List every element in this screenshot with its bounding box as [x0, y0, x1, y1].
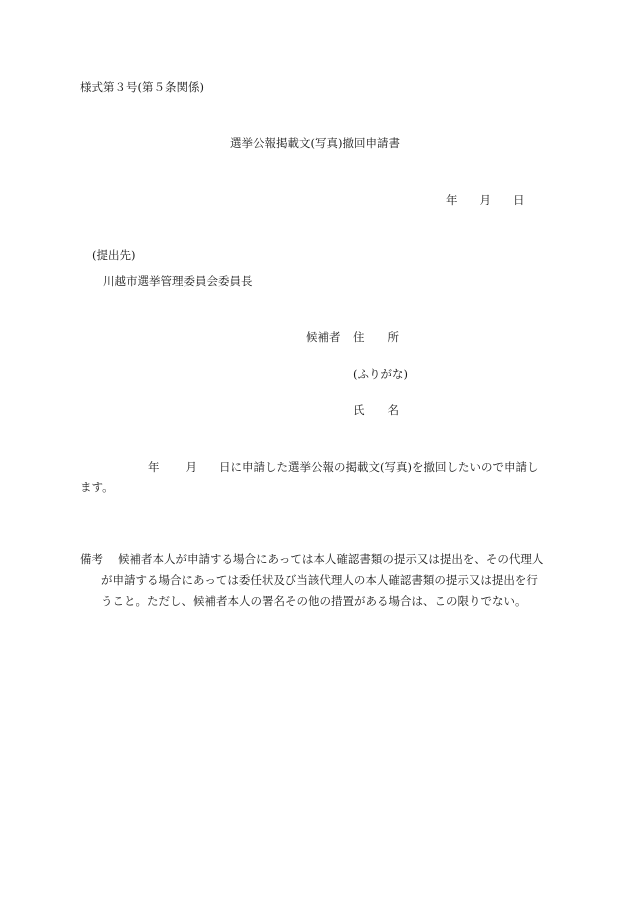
date-month-label: 月 [479, 193, 491, 207]
body-month-label: 月 [185, 460, 197, 474]
date-day-label: 日 [513, 193, 525, 207]
recipient-name: 川越市選挙管理委員会委員長 [103, 274, 253, 288]
remarks-text-1: 候補者本人が申請する場合にあっては本人確認書類の提示又は提出を、その代理人 [118, 552, 544, 566]
date-line [446, 195, 525, 207]
body-text: 日に申請した選挙公報の掲載文(写真)を撤回したいので申請し [219, 460, 539, 474]
form-number: 様式第３号(第５条関係) [80, 80, 204, 94]
body-text-line-2: ます。 [80, 480, 114, 494]
furigana-label: (ふりがな) [353, 367, 408, 381]
body-year-label: 年 [148, 460, 160, 474]
name-label: 氏 名 [353, 403, 399, 417]
remarks-line-3: うこと。ただし、候補者本人の署名その他の措置がある場合は、この限りでない。 [101, 594, 527, 608]
date-year-label: 年 [446, 193, 458, 207]
candidate-label: 候補者 [306, 330, 341, 344]
remarks-heading: 備考 [80, 552, 103, 566]
recipient-label: (提出先) [92, 248, 136, 262]
document-title: 選挙公報掲載文(写真)撤回申請書 [230, 136, 400, 150]
address-label: 住 所 [353, 330, 399, 344]
body-text-line-1 [80, 462, 538, 474]
remarks-line-2: が申請する場合にあっては委任状及び当該代理人の本人確認書類の提示又は提出を行 [101, 573, 538, 587]
remarks-line-1 [80, 554, 543, 566]
